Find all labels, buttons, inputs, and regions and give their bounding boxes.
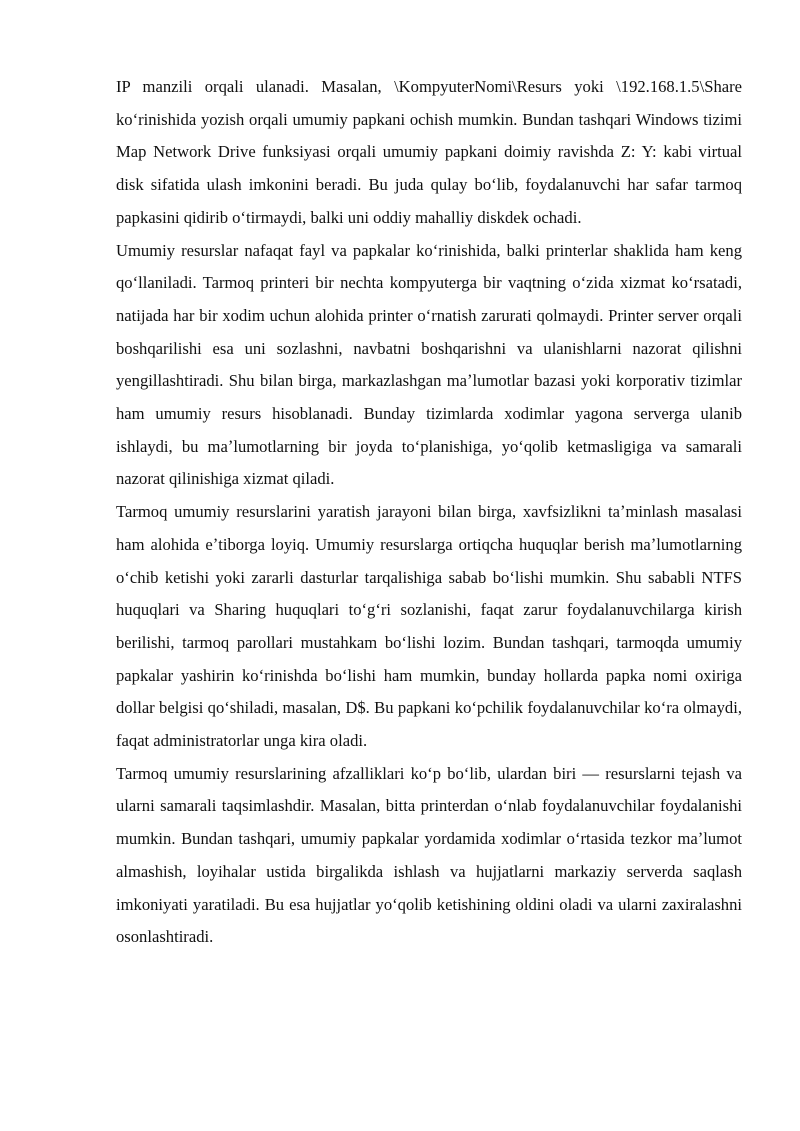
- paragraph-security: Tarmoq umumiy resurslarini yaratish jarayoni bilan birga, xavfsizlikni taʼminlash masalasi ham alohida eʼtiborga loyiq. Umumiy resurslarga ortiqcha huquqlar berish maʼlumotlarning oʻchib ketishi yoki zararli dasturlar tarqalishiga sabab boʻlishi mumkin. Shu sababli NTFS huquqlari va Sharing huquqlari toʻgʻri sozlanishi, faqat zarur foydalanuvchilarga kirish berilishi, tarmoq parollari mustahkam boʻlishi lozim. Bundan tashqari, tarmoqda umumiy papkalar yashirin koʻrinishda boʻlishi ham mumkin, bunday hollarda papka nomi oxiriga dollar belgisi qoʻshiladi, masalan, D$. Bu papkani koʻpchilik foydalanuvchilar koʻra olmaydi, faqat administratorlar unga kira oladi.: [116, 502, 742, 751]
- document-page: [116, 71, 742, 954]
- paragraph-shared-printers: Umumiy resurslar nafaqat fayl va papkalar koʻrinishida, balki printerlar shaklida ham keng qoʻllaniladi. Tarmoq printeri bir nechta kompyuterga bir vaqtning oʻzida xizmat koʻrsatadi, natijada har bir xodim uchun alohida printer oʻrnatish zarurati qolmaydi. Printer server orqali boshqarilishi esa uni sozlashni, navbatni boshqarishni va ulanishlarni nazorat qilishni yengillashtiradi. Shu bilan birga, markazlashgan maʼlumotlar bazasi yoki korporativ tizimlar ham umumiy resurs hisoblanadi. Bunday tizimlarda xodimlar yagona serverga ulanib ishlaydi, bu maʼlumotlarning bir joyda toʻplanishiga, yoʻqolib ketmasligiga va samarali nazorat qilinishiga xizmat qiladi.: [116, 240, 742, 489]
- paragraph-advantages: Tarmoq umumiy resurslarining afzalliklari koʻp boʻlib, ulardan biri — resurslarni tejash va ularni samarali taqsimlashdir. Masalan, bitta printerdan oʻnlab foydalanuvchilar foydalanishi mumkin. Bundan tashqari, umumiy papkalar yordamida xodimlar oʻrtasida tezkor maʼlumot almashish, loyihalar ustida birgalikda ishlash va hujjatlarni markaziy serverda saqlash imkoniyati yaratiladi. Bu esa hujjatlar yoʻqolib ketishining oldini oladi va ularni zaxiralashni osonlashtiradi.: [116, 763, 742, 947]
- paragraph-network-path: IP manzili orqali ulanadi. Masalan, \KompyuterNomi\Resurs yoki \192.168.1.5\Share koʻrinishida yozish orqali umumiy papkani ochish mumkin. Bundan tashqari Windows tizimi Map Network Drive funksiyasi orqali umumiy papkani doimiy ravishda Z: Y: kabi virtual disk sifatida ulash imkonini beradi. Bu juda qulay boʻlib, foydalanuvchi har safar tarmoq papkasini qidirib oʻtirmaydi, balki uni oddiy mahalliy diskdek ochadi.: [116, 77, 742, 227]
